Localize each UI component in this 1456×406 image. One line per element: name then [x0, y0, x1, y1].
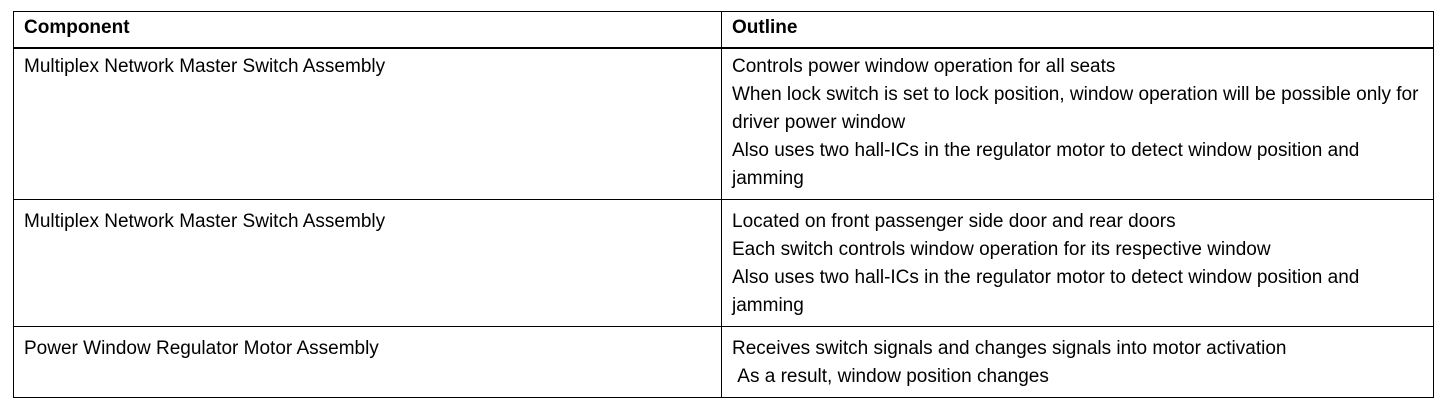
table-body	[14, 48, 1434, 398]
outline-line: As a result, window position changes	[732, 365, 1049, 387]
header-row	[14, 12, 1434, 48]
outline-line: Located on front passenger side door and rear doors	[732, 210, 1176, 232]
component-cell: Multiplex Network Master Switch Assembly	[14, 48, 722, 200]
component-column-header: Component	[14, 12, 722, 48]
table-header	[14, 12, 1434, 48]
outline-cell	[722, 326, 1434, 397]
table-row	[14, 326, 1434, 397]
component-cell: Power Window Regulator Motor Assembly	[14, 326, 722, 397]
component-outline-table	[13, 11, 1434, 398]
outline-line: Also uses two hall-ICs in the regulator motor to detect window position and jamming	[732, 139, 1365, 189]
outline-line: Controls power window operation for all seats	[732, 55, 1116, 77]
outline-line: Also uses two hall-ICs in the regulator motor to detect window position and jamming	[732, 266, 1365, 316]
table-row	[14, 199, 1434, 326]
outline-line: When lock switch is set to lock position, window operation will be possible only for driver power window	[732, 83, 1424, 133]
component-cell: Multiplex Network Master Switch Assembly	[14, 199, 722, 326]
outline-cell	[722, 48, 1434, 200]
outline-column-header: Outline	[722, 12, 1434, 48]
table-row	[14, 48, 1434, 200]
outline-cell	[722, 199, 1434, 326]
outline-line: Receives switch signals and changes signals into motor activation	[732, 337, 1287, 359]
outline-line: Each switch controls window operation for its respective window	[732, 238, 1271, 260]
